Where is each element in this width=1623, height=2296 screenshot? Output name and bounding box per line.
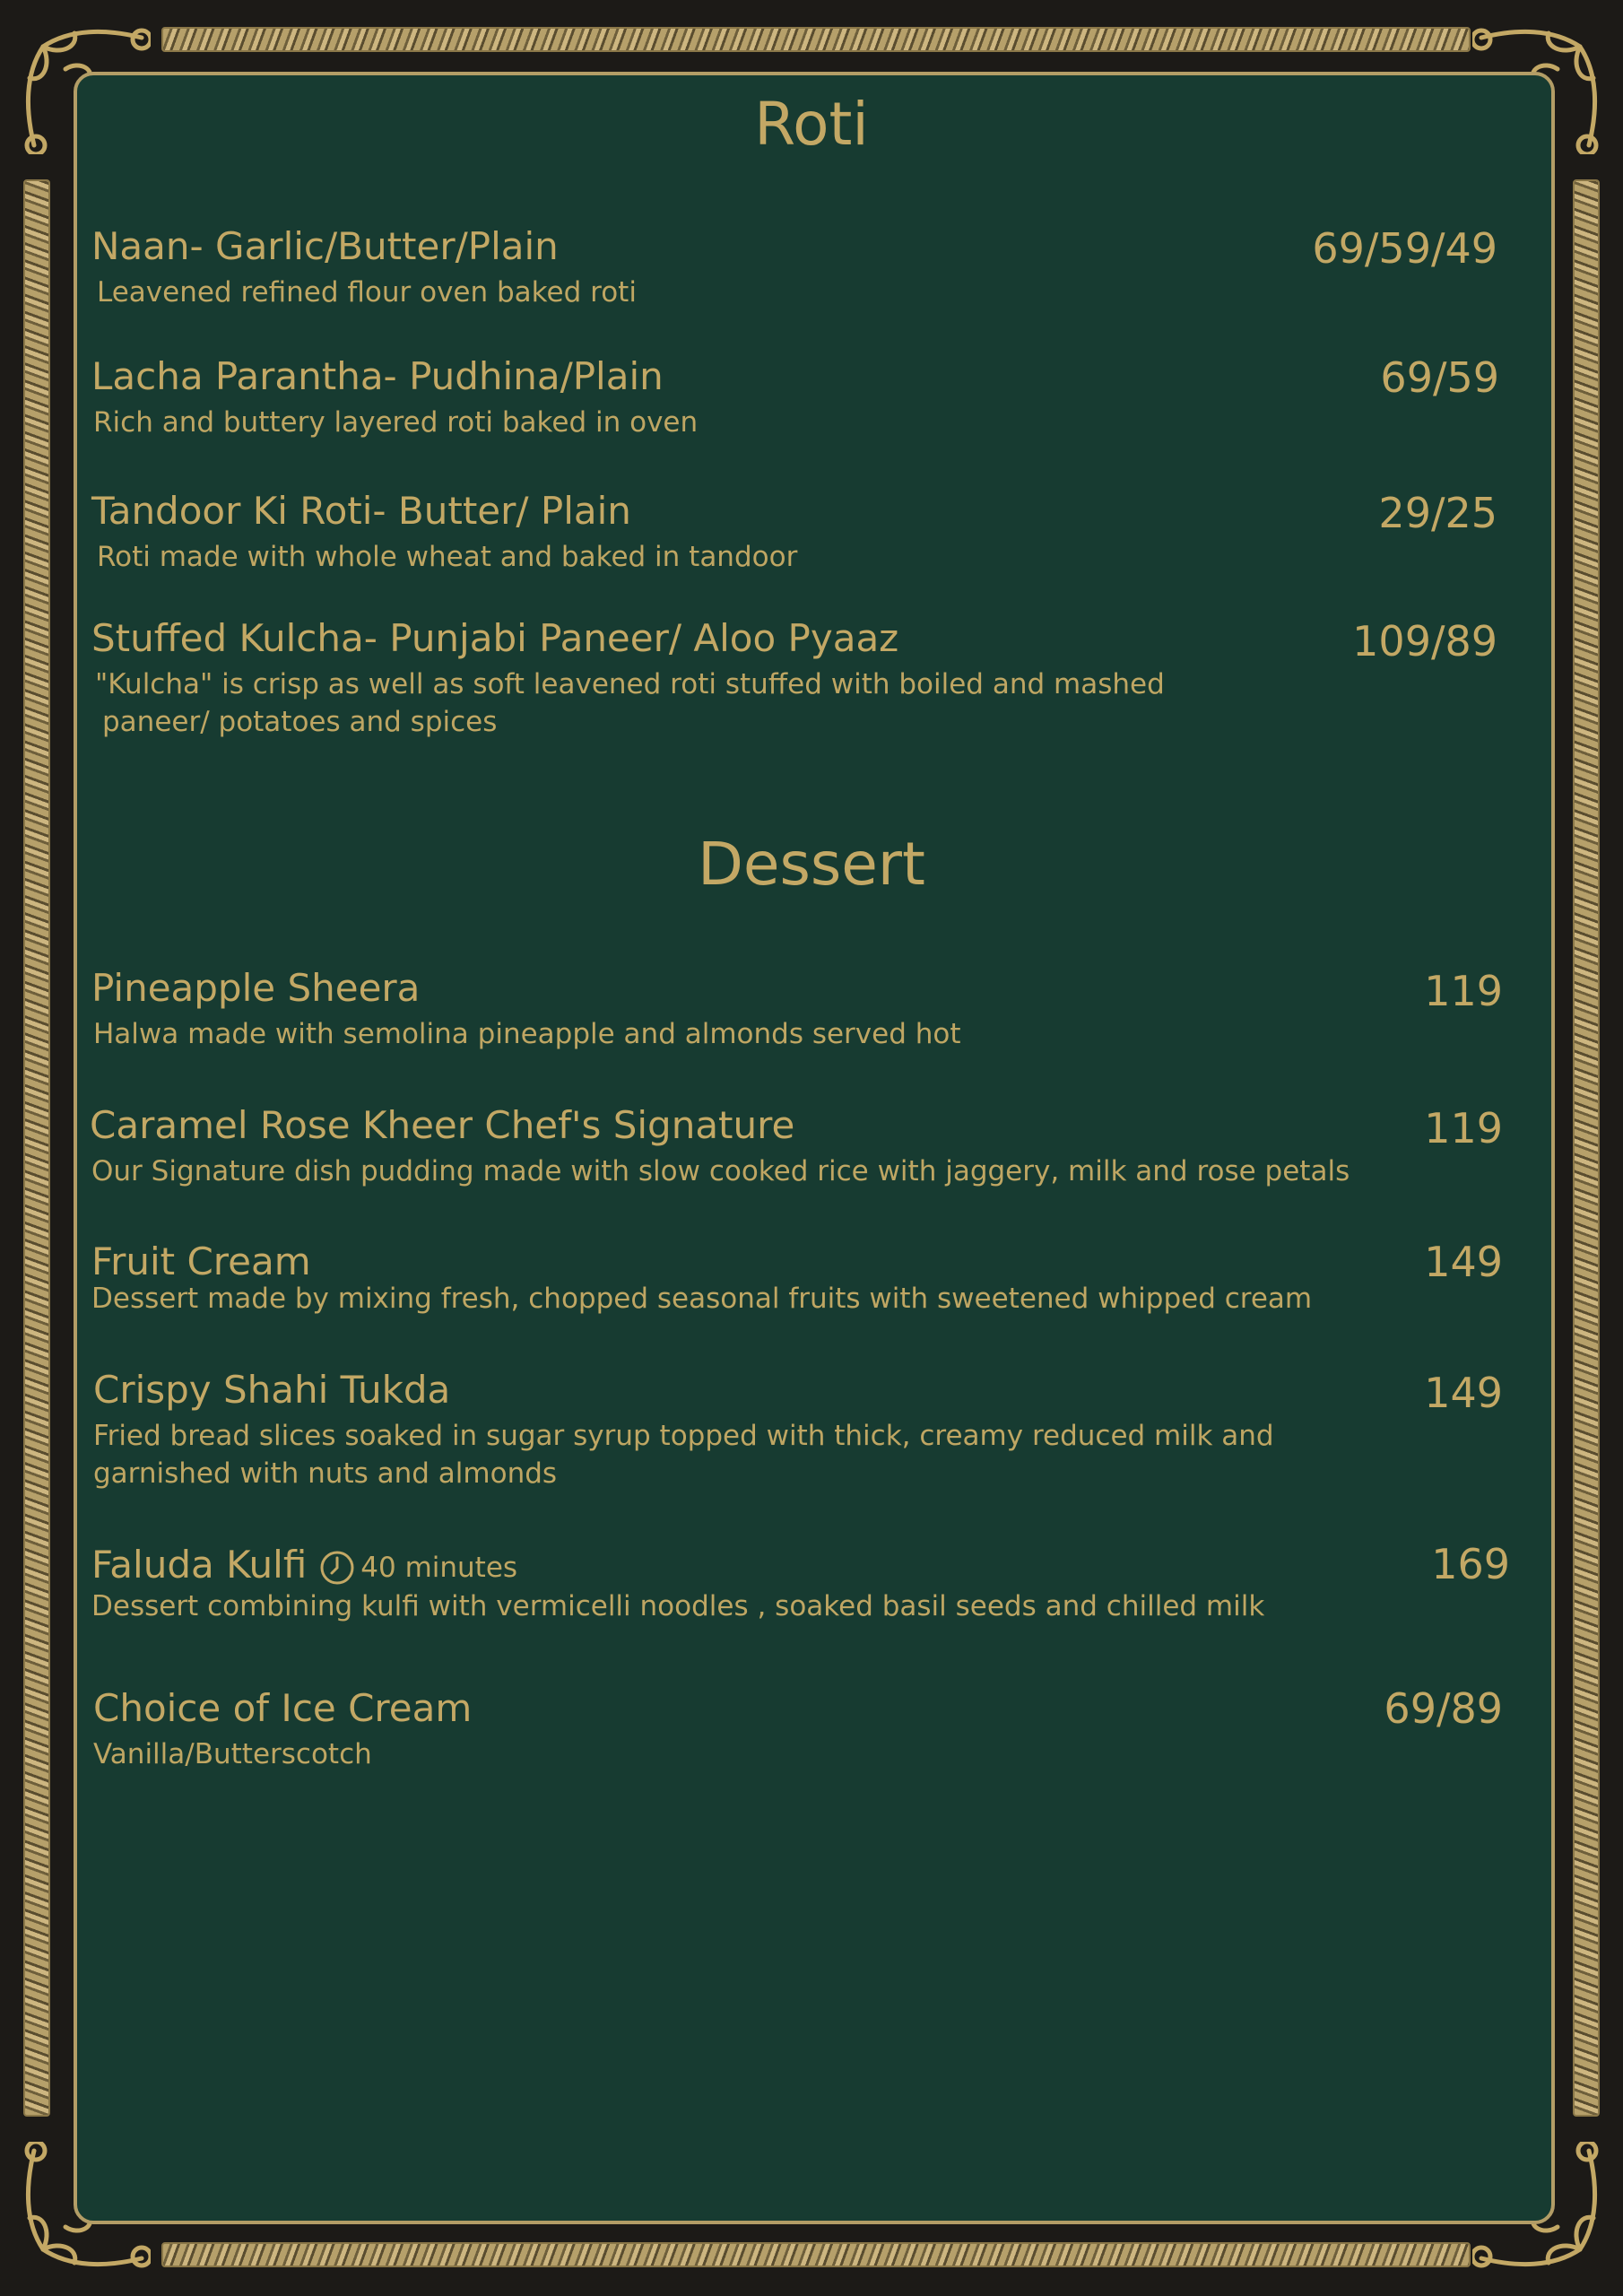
item-description: garnished with nuts and almonds: [93, 1457, 558, 1490]
bottom-rope-border: [161, 2242, 1471, 2267]
section-title-roti: Roti: [754, 90, 869, 159]
item-price: 69/89: [1384, 1684, 1503, 1733]
item-name: Naan- Garlic/Butter/Plain: [91, 224, 559, 268]
item-name-with-time: [91, 1543, 517, 1587]
item-name: Tandoor Ki Roti- Butter/ Plain: [91, 489, 631, 533]
item-description: paneer/ potatoes and spices: [102, 706, 498, 738]
item-price: 69/59: [1380, 353, 1499, 402]
item-price: 29/25: [1378, 489, 1497, 537]
item-name: Choice of Ice Cream: [93, 1686, 473, 1730]
item-description: Halwa made with semolina pineapple and almonds served hot: [93, 1018, 961, 1050]
item-price: 149: [1424, 1238, 1503, 1286]
item-name-text: Faluda Kulfi: [91, 1543, 308, 1587]
item-description: Our Signature dish pudding made with slow cooked rice with jaggery, milk and rose petals: [91, 1155, 1350, 1187]
item-name: Fruit Cream: [91, 1239, 311, 1283]
item-name: Caramel Rose Kheer Chef's Signature: [90, 1103, 795, 1147]
item-description: Vanilla/Butterscotch: [93, 1738, 372, 1770]
item-description: Leavened refined flour oven baked roti: [97, 276, 637, 309]
item-price: 69/59/49: [1312, 224, 1497, 273]
prep-time: [319, 1550, 517, 1586]
item-description: Rich and buttery layered roti baked in oven: [93, 406, 699, 439]
item-price: 149: [1424, 1369, 1503, 1417]
clock-icon: [319, 1550, 355, 1586]
item-price: 169: [1431, 1540, 1510, 1588]
item-description: Dessert combining kulfi with vermicelli noodles , soaked basil seeds and chilled milk: [91, 1590, 1265, 1622]
item-name: Lacha Parantha- Pudhina/Plain: [91, 354, 664, 398]
item-description: Roti made with whole wheat and baked in tandoor: [97, 541, 798, 573]
left-rope-border: [23, 179, 50, 2117]
item-price: 119: [1424, 967, 1503, 1015]
item-name: Crispy Shahi Tukda: [93, 1368, 451, 1412]
item-description: Fried bread slices soaked in sugar syrup topped with thick, creamy reduced milk and: [93, 1420, 1274, 1452]
item-description: Dessert made by mixing fresh, chopped seasonal fruits with sweetened whipped cream: [91, 1283, 1313, 1315]
section-title-dessert: Dessert: [698, 830, 925, 899]
item-name: Pineapple Sheera: [91, 966, 421, 1010]
item-price: 109/89: [1352, 617, 1497, 665]
item-name: Stuffed Kulcha- Punjabi Paneer/ Aloo Pyaaz: [91, 616, 899, 660]
item-description: "Kulcha" is crisp as well as soft leavened roti stuffed with boiled and mashed: [95, 668, 1165, 700]
item-price: 119: [1424, 1104, 1503, 1152]
top-rope-border: [161, 27, 1471, 52]
prep-time-text: 40 minutes: [360, 1551, 518, 1584]
right-rope-border: [1573, 179, 1600, 2117]
